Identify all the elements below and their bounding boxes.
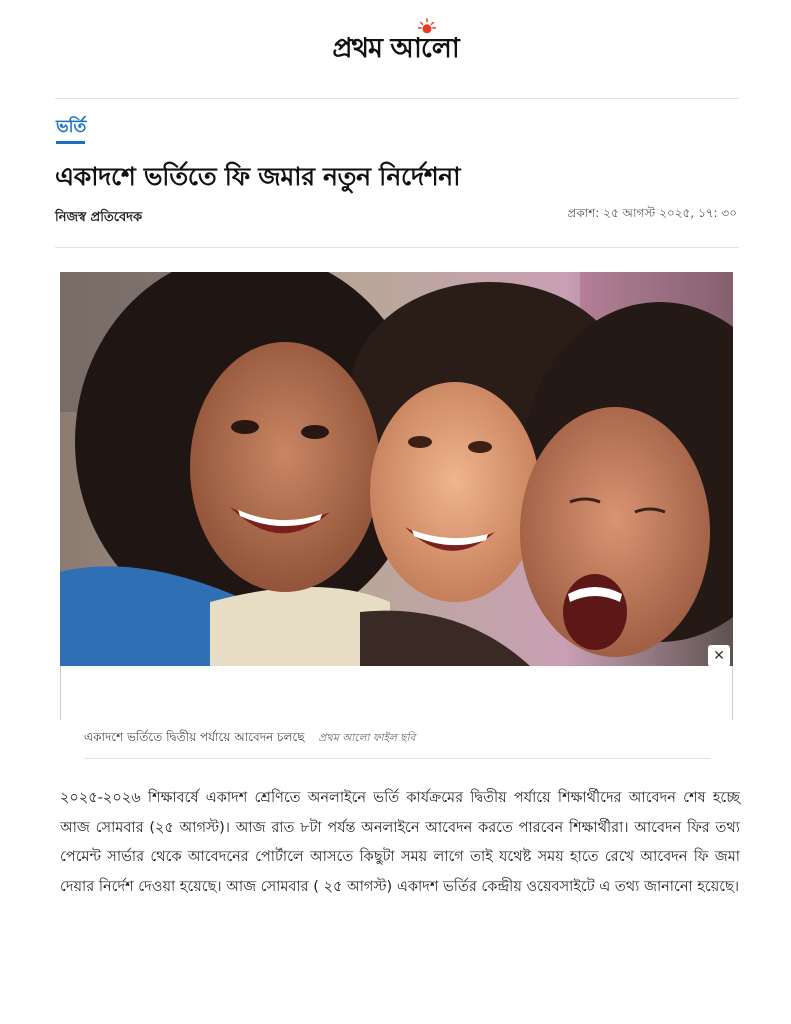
close-icon[interactable]: ✕ <box>708 645 730 667</box>
photo-credit: প্রথম আলো ফাইল ছবি <box>318 732 416 744</box>
meta-divider <box>55 247 739 248</box>
photo-illustration <box>60 272 733 666</box>
photo-caption <box>84 729 415 749</box>
caption-text: একাদশে ভর্তিতে দ্বিতীয় পর্যায়ে আবেদন চলছে <box>84 730 305 744</box>
site-logo[interactable] <box>332 28 458 73</box>
author-byline[interactable]: নিজস্ব প্রতিবেদক <box>55 210 143 225</box>
caption-divider <box>84 758 710 759</box>
header-divider <box>55 98 739 99</box>
sun-icon <box>418 18 436 36</box>
article-body: ২০২৫-২০২৬ শিক্ষাবর্ষে একাদশ শ্রেণিতে অনলাইনে ভর্তি কার্যক্রমের দ্বিতীয় পর্যায়ে শিক্ষার্থীদের আবেদন শেষ হচ্ছে আজ সোমবার (২৫ আগস্ট)। আজ রাত ৮টা পর্যন্ত অনলাইনে আবেদন করতে পারবেন শিক্ষার্থীরা। আবেদন ফির তথ্য পেমেন্ট সার্ভার থেকে আবেদনের পোর্টালে আসতে কিছুটা সময় লাগে তাই যথেষ্ট সময় হাতে রেখে আবেদন ফি জমা দেয়ার নির্দেশ দেওয়া হয়েছে। আজ সোমবার ( ২৫ আগস্ট) একাদশ ভর্তির কেন্দ্রীয় ওয়েবসাইটে এ তথ্য জানানো হয়েছে। <box>60 790 740 895</box>
article-headline: একাদশে ভর্তিতে ফি জমার নতুন নির্দেশনা <box>55 162 461 191</box>
ad-slot <box>60 666 733 720</box>
logo-text: প্রথম আলো <box>332 33 459 64</box>
published-timestamp: প্রকাশ: ২৫ আগস্ট ২০২৫, ১৭: ৩০ <box>567 206 737 220</box>
section-underline <box>56 141 85 144</box>
article-photo <box>60 272 733 666</box>
masthead <box>0 28 791 73</box>
section-link[interactable]: ভর্তি <box>56 117 87 137</box>
